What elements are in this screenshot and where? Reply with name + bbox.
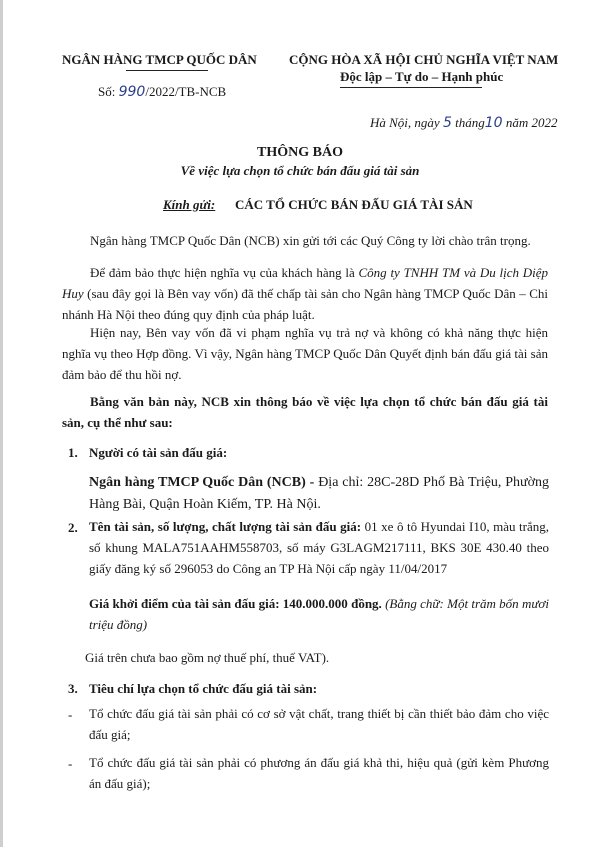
starting-price-in-words: (Bằng chữ: Một trăm bốn mươi triệu đồng) bbox=[89, 596, 549, 632]
greeting-paragraph: Ngân hàng TMCP Quốc Dân (NCB) xin gửi tới các Quý Công ty lời chào trân trọng. bbox=[90, 233, 531, 248]
document-number-prefix: Số: bbox=[98, 84, 119, 99]
paragraph-collateral-text-b: (sau đây gọi là Bên vay vốn) đã thế chấp tài sản cho Ngân hàng TMCP Quốc Dân – Chi nhánh Hà Nội theo đúng quy định của pháp luật. bbox=[62, 286, 548, 322]
asset-owner-name: Ngân hàng TMCP Quốc Dân (NCB) - bbox=[89, 475, 319, 490]
section-2-number: 2. bbox=[68, 520, 78, 535]
paragraph-collateral bbox=[62, 262, 548, 325]
section-2-title: Tên tài sản, số lượng, chất lượng tài sản đấu giá: bbox=[89, 519, 362, 534]
bullet-mark: - bbox=[68, 756, 73, 771]
criteria-item: Tổ chức đấu giá tài sản phải có phương án đấu giá khả thi, hiệu quả (gửi kèm Phương án đấu giá); bbox=[89, 755, 549, 791]
bank-name: NGÂN HÀNG TMCP QUỐC DÂN bbox=[62, 52, 257, 67]
issue-date bbox=[370, 115, 557, 131]
section-1-content bbox=[89, 472, 549, 516]
paragraph-announcement: Bằng văn bản này, NCB xin thông báo về việc lựa chọn tổ chức bán đấu giá tài sản, cụ thể như sau: bbox=[62, 394, 548, 430]
starting-price-label: Giá khởi điểm của tài sản đấu giá: bbox=[89, 596, 280, 611]
section-1-title: Người có tài sản đấu giá: bbox=[89, 445, 228, 460]
date-prefix: Hà Nội, ngày bbox=[370, 115, 443, 130]
document-number-suffix: /2022/TB-NCB bbox=[145, 84, 227, 99]
recipient-value: CÁC TỔ CHỨC BÁN ĐẤU GIÁ TÀI SẢN bbox=[235, 197, 473, 212]
document-title: THÔNG BÁO bbox=[257, 145, 343, 160]
bullet-mark: - bbox=[68, 707, 73, 722]
bank-name-underline bbox=[126, 70, 208, 71]
criteria-item: Tổ chức đấu giá tài sản phải có cơ sở vật chất, trang thiết bị cần thiết bảo đảm cho việc đấu giá; bbox=[89, 706, 549, 742]
document-number-handwritten: 990 bbox=[118, 84, 146, 100]
date-month-word: tháng bbox=[451, 115, 485, 130]
national-motto: Độc lập – Tự do – Hạnh phúc bbox=[340, 69, 504, 84]
starting-price-value: 140.000.000 đồng. bbox=[279, 596, 382, 611]
borrower-company-name: Công ty TNHH TM và Du lịch Diệp Huy bbox=[62, 265, 548, 301]
document-subtitle: Về việc lựa chọn tổ chức bán đấu giá tài sản bbox=[180, 163, 420, 178]
asset-owner-address: Địa chỉ: 28C-28D Phố Bà Triệu, Phường Hàng Bài, Quận Hoàn Kiếm, TP. Hà Nội. bbox=[89, 475, 549, 512]
asset-description: 01 xe ô tô Hyundai I10, màu trắng, số khung MALA751AAHM558703, số máy G3LAGM217111, BKS 30E 430.40 theo giấy đăng ký số 296053 do Công an TP Hà Nội cấp ngày 11/04/2017 bbox=[89, 519, 549, 576]
date-month-handwritten: 10 bbox=[484, 115, 503, 131]
page-edge-shadow bbox=[0, 0, 3, 847]
recipient-label: Kính gửi: bbox=[163, 197, 216, 212]
section-1-number: 1. bbox=[68, 445, 78, 460]
section-3-number: 3. bbox=[68, 681, 78, 696]
section-3-title: Tiêu chí lựa chọn tổ chức đấu giá tài sản: bbox=[89, 681, 318, 696]
motto-underline bbox=[340, 87, 482, 88]
nation-title: CỘNG HÒA XÃ HỘI CHỦ NGHĨA VIỆT NAM bbox=[289, 52, 559, 67]
paragraph-collateral-text-a: Để đảm bảo thực hiện nghĩa vụ của khách hàng là bbox=[90, 265, 359, 280]
date-suffix: năm 2022 bbox=[502, 115, 558, 130]
starting-price bbox=[89, 593, 549, 635]
section-2-content bbox=[89, 516, 549, 579]
date-day-handwritten: 5 bbox=[442, 115, 452, 131]
paragraph-default: Hiện nay, Bên vay vốn đã vi phạm nghĩa vụ trả nợ và không có khả năng thực hiện nghĩa vụ theo Hợp đồng. Vì vậy, Ngân hàng TMCP Quốc Dân Quyết định bán đấu giá tài sản đảm bảo để thu hồi nợ. bbox=[62, 325, 548, 382]
price-note: Giá trên chưa bao gồm nợ thuế phí, thuế VAT). bbox=[85, 650, 330, 665]
document-number bbox=[98, 84, 226, 100]
